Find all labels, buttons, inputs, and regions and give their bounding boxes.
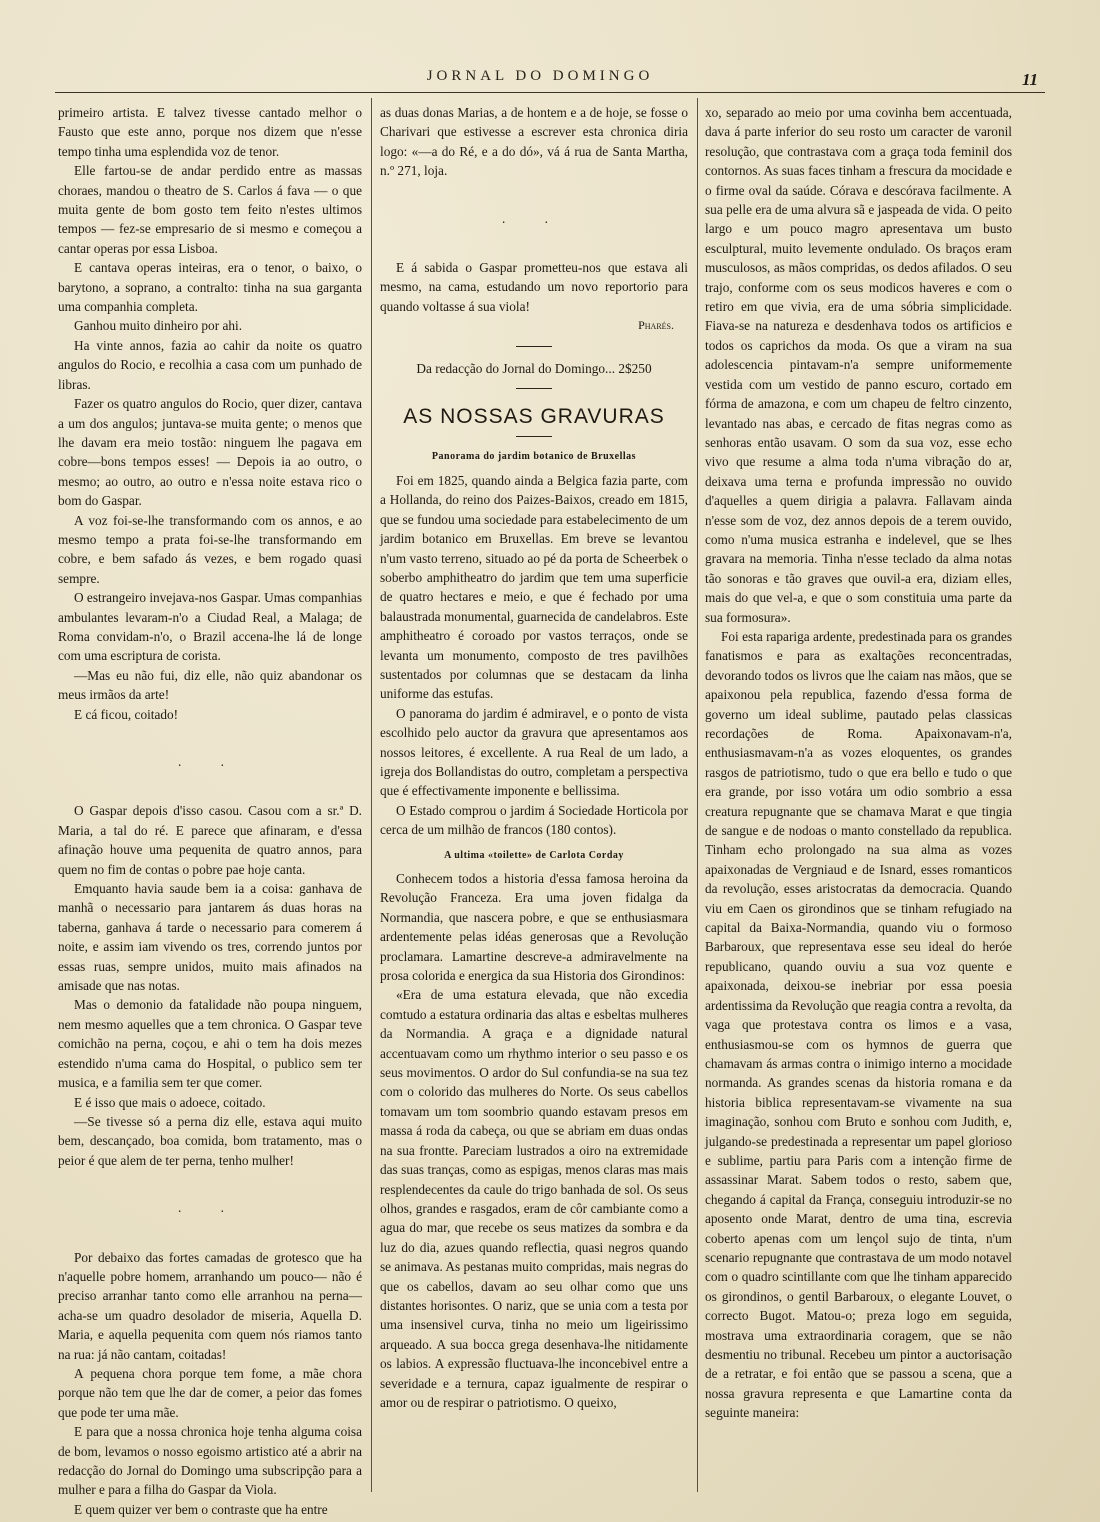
short-rule [516,388,552,389]
paragraph: E é isso que mais o adoece, coitado. [74,1094,266,1110]
masthead: JORNAL DO DOMINGO [426,68,654,84]
paragraph: O Estado comprou o jardim á Sociedade Horticola por cerca de um milhão de francos (180 contos). [380,802,688,838]
section-separator: . . [502,210,566,226]
column-3 [705,103,1012,1423]
paragraph: E cá ficou, coitado! [74,706,179,722]
column-divider [697,98,698,1492]
author-signature: Pharés. [638,318,674,333]
paragraph: Elle fartou-se de andar perdido entre as massas choraes, mandou o theatro de S. Carlos á fava — o que muita gente de bom gosto tem feito n'estes ultimos tempos — fez-se empresario de si mesmo e começou a cantar operas por essa Lisboa. [58,163,362,256]
section-separator: . . [178,1200,242,1216]
paragraph: Conhecem todos a historia d'essa famosa heroina da Revolução Franceza. Era uma joven fidalga da Normandia, que nascera pobre, e que se enthusiasmara ardentemente pelas idéas generosas que a Revolução proclamara. Lamartine descreve-a admiravelmente na prosa colorida e energica da sua Historia dos Girondinos: [380,871,688,984]
paragraph: E á sabida o Gaspar prometteu-nos que estava ali mesmo, na cama, estudando um novo reportorio para quando voltasse á sua viola! [380,260,688,314]
paragraph: Foi em 1825, quando ainda a Belgica fazia parte, com a Hollanda, do reino dos Paizes-Baixos, creado em 1815, que se fundou uma sociedade para estabelecimento de um jardim botanico em Bruxellas. Em breve se levantou n'um vasto terreno, situado ao pé da porta de Scheerbek o soberbo amphitheatro do jardim que tem uma superficie de quatro hectares e meio, e que é fechado por uma balaustrada monumental, guarnecida de candelabros. Este amphitheatro é coroado por vastos terraços, onde se levanta um monumento, composto de tres pavilhões sustentados por columnas que se destacam da linha uniforme das estufas. [380,472,688,702]
paragraph: «Era de uma estatura elevada, que não excedia comtudo a estatura ordinaria das altas e esbeltas mulheres da Normandia. A graça e a dignidade natural accentuavam como um rhythmo interior o seu passo e os seus movimentos. O ardor do Sul confundia-se na sua tez com o colorido das mulheres do Norte. Os seus cabellos tomavam um tom soombrio quando estavam presos em massa á roda da cabeça, ou que se abriam em duas ondas na sua frontte. Pareciam lustrados a oiro na extremidade das suas tranças, como as espigas, menos claras mas mais resplendecentes da caule do trigo banhada de sol. Os seus olhos, grandes e rasgados, eram de côr cambiante como a agua do mar, que recebe os seus matizes da sombra e da luz do dia, azues quando reflectia, quasi negros quando se animava. As pestanas muito compridas, mais negras do que os cabellos, davam ao seu olhar como que uns distantes horisontes. O nariz, que se unia com a testa por uma insensivel curva, tinha no meio um ligeirissimo arqueado. A sua bocca grega desenhava-lhe nitidamente os labios. A expressão fluctuava-lhe inconcebivel entre a severidade e a ternura, capaz igualmente de respirar o amor ou de respirar o patriotismo. O queixo, [380,987,688,1410]
short-rule [516,346,552,347]
paragraph: E cantava operas inteiras, era o tenor, o baixo, o barytono, a soprano, a contralto: tinha na sua garganta uma companhia completa. [58,260,362,315]
paragraph: as duas donas Marias, a de hontem e a de hoje, se fosse o Charivari que estivesse a escrever esta chronica diria logo: «—a do Ré, e a do dó», vá á rua de Santa Martha, n.º 271, loja. [380,105,688,179]
paragraph: O estrangeiro invejava-nos Gaspar. Umas companhias ambulantes levaram-n'o a Ciudad Real, a Malaga; de Roma convidam-n'o, o Brazil accena-lhe lá de longe com uma escriptura de corista. [58,590,363,664]
column-2 [380,103,688,1412]
paragraph: primeiro artista. E talvez tivesse cantado melhor o Fausto que este anno, porque nos dizem que n'esse tempo tinha uma esplendida voz de tenor. [58,105,362,159]
paragraph: —Se tivesse só a perna diz elle, estava aqui muito bem, descançado, boa comida, bom tratamento, mas o peior é que alem de ter perna, tenho mulher! [58,1113,362,1168]
paragraph: A voz foi-se-lhe transformando com os annos, e ao mesmo tempo a prata foi-se-lhe transformando em cobre, e bem safado ás vezes, e bem rogado quasi sempre. [58,512,362,586]
paragraph: xo, separado ao meio por uma covinha bem accentuada, dava á parte inferior do seu rosto um caracter de varonil resolução, que contrastava com a graça toda feminil dos contornos. As suas faces tinham a frescura da mocidade e o firme oval da saúde. Córava e descórava facilmente. A sua pelle era de uma alvura sã e jaspeada de vida. O peito largo e um pouco magro apresentava um busto esculptural, muito levemente ondulado. Os braços eram musculosos, as mãos compridas, os dedos afilados. O seu trajo, conforme com os seus modicos haveres e com o retiro em que vivia, era de uma sóbria simplicidade. Fiava-se na natureza e desdenhava todos os artificios e todos os caprichos da moda. Os que a viram na sua adolescencia pintavam-n'a sempre uniformemente vestida com um vestido de panno escuro, cortado em fórma de amazona, e com um chapeu de feltro cinzento, levantado nas abas, e cercado de fitas negras como as senhoras então usavam. O som da sua voz, esse echo vivo que resume a alma toda n'uma vibração do ar, deixava uma terna e profunda impressão no ouvido d'aquelles a quem dirigia a palavra. Fallavam ainda n'esse som de voz, dez annos depois de a terem ouvido, como n'uma musica estranha e indelevel, que se lhes gravara na memoria. Tinha n'esse teclado da alma notas tão sonoras e tão graves que ouvil-a era, diziam elles, mais do que vel-a, e que o som constituia uma parte da sua formosura». [705,105,1012,625]
paragraph: A pequena chora porque tem fome, a mãe chora porque não tem que lhe dar de comer, a peior das fomes que pode ter uma mãe. [58,1365,362,1420]
paragraph: Ganhou muito dinheiro por ahi. [74,318,243,334]
paragraph: Emquanto havia saude bem ia a coisa: ganhava de manhã o necessario para jantarem ás duas horas na taberna, ganhava á tarde o necessario para comerem á noite, e assim iam vivendo os tres, correndo juntos por essas ruas, sempre unidos, muito mais afinados na amisade que nas notas. [58,881,362,994]
subscription-line: Da redacção do Jornal do Domingo... 2$250 [416,360,652,376]
section-heading: AS NOSSAS GRAVURAS [403,405,665,429]
paragraph: O Gaspar depois d'isso casou. Casou com a sr.ª D. Maria, a tal do ré. E parece que afinaram, e d'essa afinação houve uma pequenita de quatro annos, para quem no fim de contas o pobre pae hoje canta. [58,803,362,877]
short-rule [516,436,552,437]
subheading: Panorama do jardim botanico de Bruxellas [431,451,637,463]
page-number: 11 [1021,70,1038,89]
paragraph: E para que a nossa chronica hoje tenha alguma coisa de bom, levamos o nosso egoismo artistico até a abrir na redacção do Jornal do Domingo uma subscripção para a mulher e para a filha do Gaspar da Viola. [58,1424,362,1498]
paragraph: Ha vinte annos, fazia ao cahir da noite os quatro angulos do Rocio, e recolhia a casa com um punhado de libras. [58,337,362,392]
paragraph: —Mas eu não fui, diz elle, não quiz abandonar os meus irmãos da arte! [58,667,362,703]
paragraph: E quem quizer ver bem o contraste que ha entre [74,1501,328,1517]
paragraph: Foi esta rapariga ardente, predestinada para os grandes fanatismos e para as exaltações reconcentradas, devorando todos os livros que lhe caiam nas mãos, que se apaixonou pela republica, fazendo d'essa forma de governo um ideal sublime, pautado pelas classicas recordações de Roma. Apaixonavam-n'a, enthusiasmavam-n'a as vozes eloquentes, os grandes rasgos de patriotismo, tudo o que era bello e tudo o que era grande, por isso votára um odio sombrio a essa creatura repugnante que se chamava Marat e que tingia de sangue e de nodoas o manto constellado da republica. Tinham echo prolongado na sua alma as vozes apaixonadas de Vergniaud e de Isnard, esses romanticos da revolução, esses aristocratas da democracia. Quando viu em Caen os girondinos que se tinham refugiado na capital da Baixa-Normandia, quando viu o formoso Barbaroux, que representava esse seu ideal do heróe republicano, quando ouviu a sua voz quente e apaixonada, deixou-se inebriar por essa poesia ardentissima da Revolução que reagia contra a revolta, da vaga que protestava contra os limos e a vasa, enthusiasmou-se com os hymnos de guerra que chamavam ás armas contra o inimigo interno a mocidade normanda. As grandes scenas da historia romana e da historia biblica representavam-se vivamente na sua imaginação, sonhou com Bruto e sonhou com Judith, e, julgando-se predestinada a representar um papel glorioso e sublime, partiu para Paris com a intenção firme de assassinar Marat. Sabem todos o resto, sabem que, chegando á capital da França, conseguiu introduzir-se no aposento onde Marat, dentro de uma tina, escrevia coberto apenas com um lençol sujo de tinta, n'um scenario repugnante que contrastava de um modo notavel com o quadro scintillante com que lhe tinham apparecido os girondinos, o gentil Barbaroux, o elegante Louvet, o correcto Bugot. Matou-o; preza logo em seguida, mostrava uma extraordinaria coragem, que se não desmentiu no tribunal. Recebeu um pintor a auctorisação de a retratar, e foi então que se passou a scena, que a nossa gravura representa e que Lamartine conta da seguinte maneira: [705,628,1012,1421]
column-divider [371,98,372,1492]
paragraph: Por debaixo das fortes camadas de grotesco que ha n'aquelle pobre homem, arranhando um pouco— não é preciso arranhar tanto como elle arranhou na perna—acha-se um quadro desolador de miseria, Aquella D. Maria, e aquella pequenita com quem nós riamos tanto na rua: já não cantam, coitadas! [58,1249,362,1362]
section-separator: . . [178,754,242,769]
subheading: A ultima «toilette» de Carlota Corday [444,849,624,861]
header-rule [55,92,1045,93]
paragraph: Mas o demonio da fatalidade não poupa ninguem, nem mesmo aquelles que a tem chronica. O Gaspar teve comichão na perna, coçou, e ahi o tem ha dois mezes estendido n'uma cama do Hospital, o publico sem ter musica, e a familia sem ter que comer. [58,997,362,1091]
column-1 [58,103,362,1519]
paragraph: O panorama do jardim é admiravel, e o ponto de vista escolhido pelo auctor da gravura que apresentamos aos nossos leitores, é excellente. A rua Real de um lado, a igreja dos Bollandistas do outro, completam a perspectiva que é effectivamente imponente e bellissima. [380,705,688,799]
paragraph: Fazer os quatro angulos do Rocio, quer dizer, cantava a um dos angulos; juntava-se muita gente; o menos que lhe davam era meio tostão: ninguem lhe pagava em cobre—bons tempos esses! — Depois ia ao outro, o mesmo; ao outro, ao outro e n'essa noite estava rico o bom do Gaspar. [58,396,362,509]
